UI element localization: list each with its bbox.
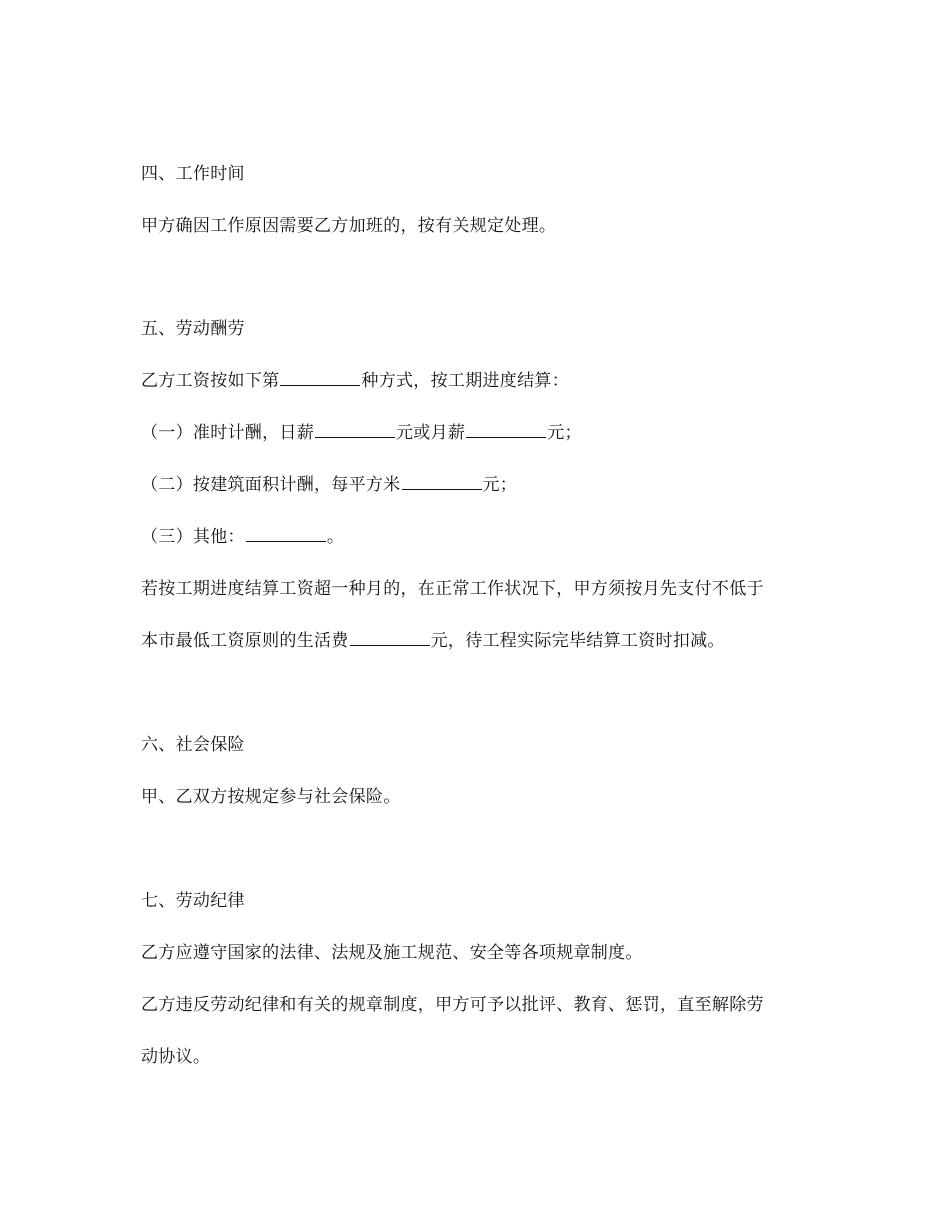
paragraph-social-insurance: 甲、乙双方按规定参与社会保险。 <box>141 787 401 807</box>
option-other-pay <box>141 525 344 549</box>
paragraph-discipline-violation-line2: 动协议。 <box>141 1047 211 1067</box>
paragraph-overtime: 甲方确因工作原因需要乙方加班的，按有关规定处理。 <box>141 216 557 236</box>
paragraph-pay-method <box>141 369 569 393</box>
option3-text-b: 。 <box>326 527 345 547</box>
option1-text-b: 元或月薪 <box>396 423 466 443</box>
section-heading-work-hours: 四、工作时间 <box>141 164 245 184</box>
pay-intro-text-after: 种方式，按工期进度结算： <box>361 371 570 391</box>
fill-blank-daily-wage <box>315 421 395 438</box>
option1-text-a: （一）准时计酬，日薪 <box>141 423 314 443</box>
fill-blank-monthly-wage <box>466 421 546 438</box>
section-heading-labor-discipline: 七、劳动纪律 <box>141 891 245 911</box>
option2-text-a: （二）按建筑面积计酬，每平方米 <box>141 475 401 495</box>
fill-blank-per-sqm <box>402 473 482 490</box>
option2-text-b: 元； <box>482 475 518 495</box>
fill-blank-pay-method <box>280 369 360 386</box>
option-area-based-pay <box>141 473 517 497</box>
pay-intro-text-before: 乙方工资按如下第 <box>141 371 280 391</box>
paragraph-living-allowance-line2 <box>141 629 725 653</box>
paragraph-discipline-rules: 乙方应遵守国家的法律、法规及施工规范、安全等各项规章制度。 <box>141 943 643 963</box>
section-heading-remuneration: 五、劳动酬劳 <box>141 319 245 339</box>
paragraph-discipline-violation-line1: 乙方违反劳动纪律和有关的规章制度，甲方可予以批评、教育、惩罚，直至解除劳 <box>141 995 764 1015</box>
option1-text-c: 元； <box>547 423 582 443</box>
option-time-based-pay <box>141 421 582 445</box>
paragraph-living-allowance-line1: 若按工期进度结算工资超一种月的，在正常工作状况下，甲方须按月先支付不低于 <box>141 579 764 599</box>
fill-blank-other <box>246 525 326 542</box>
fill-blank-living-allowance <box>350 629 430 646</box>
para-line2-text-b: 元，待工程实际完毕结算工资时扣减。 <box>430 631 725 651</box>
option3-text-a: （三）其他： <box>141 527 245 547</box>
section-heading-social-insurance: 六、社会保险 <box>141 735 245 755</box>
para-line2-text-a: 本市最低工资原则的生活费 <box>141 631 349 651</box>
